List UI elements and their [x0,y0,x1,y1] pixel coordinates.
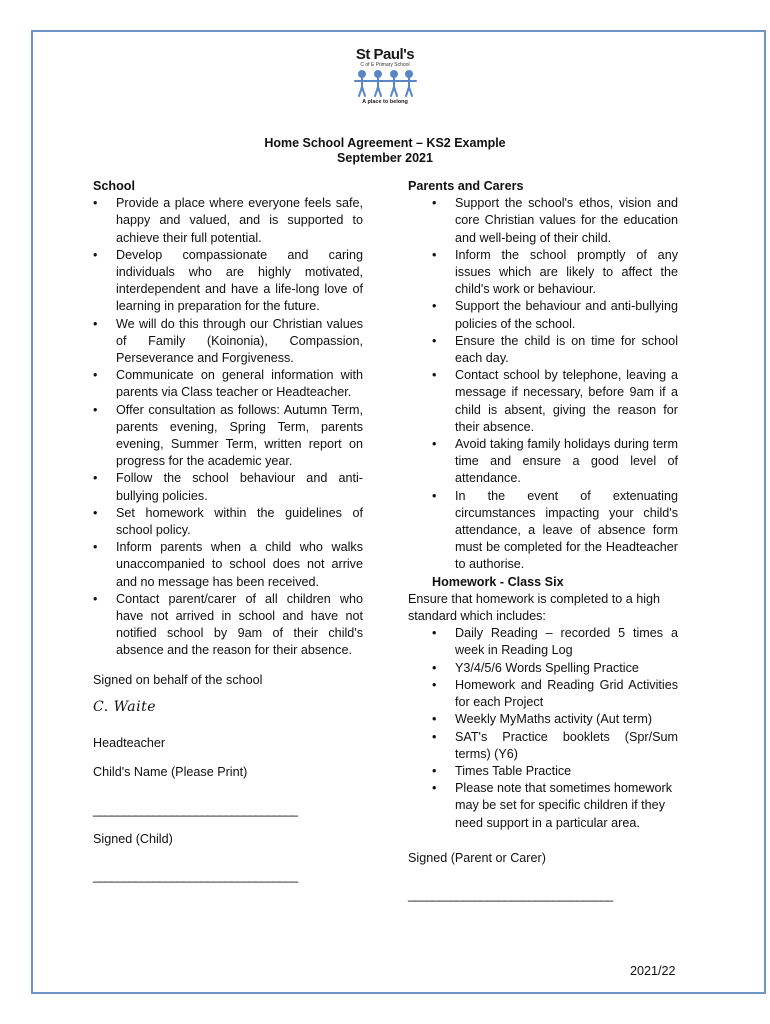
list-item: • Develop compassionate and caring individuals who are highly motivated, interdependent and have a life-long love of learning in preparation for the future. [93,247,363,316]
list-item: • Support the school's ethos, vision and core Christian values for the education and well-being of their child. [408,195,678,247]
homework-intro: Ensure that homework is completed to a high standard which includes: [408,591,661,624]
list-item: • Contact school by telephone, leaving a message if necessary, before 9am if a child is absent, giving the reason for their absence. [408,367,678,436]
list-item: • Weekly MyMaths activity (Aut term) [408,711,678,728]
list-item: • Follow the school behaviour and anti-bullying policies. [93,470,363,504]
school-column [93,178,363,885]
signed-parent-line[interactable]: __________________________________ [408,887,613,902]
list-item: • Contact parent/carer of all children who have not arrived in school and have not notified school by 9am of their child's absence and the reason for their absence. [93,591,363,660]
school-logo [340,46,430,105]
list-item: • Y3/4/5/6 Words Spelling Practice [408,660,678,677]
list-item: • Inform parents when a child who walks unaccompanied to school does not arrive and no message has been received. [93,539,363,591]
list-item: • Provide a place where everyone feels safe, happy and valued, and is supported to achieve their full potential. [93,195,363,247]
logo-subtitle: C of E Primary School [360,62,410,68]
logo-tagline: A place to belong [362,99,408,105]
childs-name-line[interactable]: __________________________________ [93,802,298,817]
list-item: • In the event of extenuating circumstances impacting your child's attendance, a leave of absence form must be completed for the Headteacher to authorise. [408,488,678,574]
list-item: • Homework and Reading Grid Activities for each Project [408,677,678,711]
list-item: • We will do this through our Christian values of Family (Koinonia), Compassion, Perseverance and Forgiveness. [93,316,363,368]
school-list [93,195,363,659]
signed-child-label: Signed (Child) [93,831,173,846]
logo-name: St Paul's [355,46,415,63]
list-item: • Offer consultation as follows: Autumn Term, parents evening, Spring Term, parents evening, Summer Term, written report on progress for the academic year. [93,402,363,471]
list-item: • Avoid taking family holidays during term time and ensure a good level of attendance. [408,436,678,488]
school-heading: School [93,179,135,193]
title-line-1: Home School Agreement – KS2 Example [264,136,506,150]
list-item: • Please note that sometimes homework may be set for specific children if they need support in a particular area. [408,780,678,832]
children-figures-icon [352,70,418,98]
list-item: • Inform the school promptly of any issues which are likely to affect the child's work or behaviour. [408,247,678,299]
parents-heading: Parents and Carers [408,179,524,193]
title-line-2: September 2021 [337,151,433,165]
signed-child-line[interactable]: __________________________________ [93,868,298,883]
signed-on-behalf: Signed on behalf of the school [93,672,263,687]
signed-parent-label: Signed (Parent or Carer) [408,850,546,865]
list-item: • Times Table Practice [408,763,678,780]
homework-heading: Homework - Class Six [432,574,564,589]
list-item: • Support the behaviour and anti-bullying policies of the school. [408,298,678,332]
parents-list [408,195,678,573]
parents-column [408,178,678,904]
document-title [0,136,770,166]
homework-list [408,625,678,831]
headteacher-signature: C. Waite [93,698,157,715]
list-item: • Daily Reading – recorded 5 times a week in Reading Log [408,625,678,659]
headteacher-label: Headteacher [93,736,166,751]
list-item: • Ensure the child is on time for school each day. [408,333,678,367]
footer-year: 2021/22 [630,964,676,978]
list-item: • Set homework within the guidelines of school policy. [93,505,363,539]
list-item: • SAT's Practice booklets (Spr/Sum terms) (Y6) [408,729,678,763]
childs-name-label: Child's Name (Please Print) [93,765,248,780]
list-item: • Communicate on general information with parents via Class teacher or Headteacher. [93,367,363,401]
